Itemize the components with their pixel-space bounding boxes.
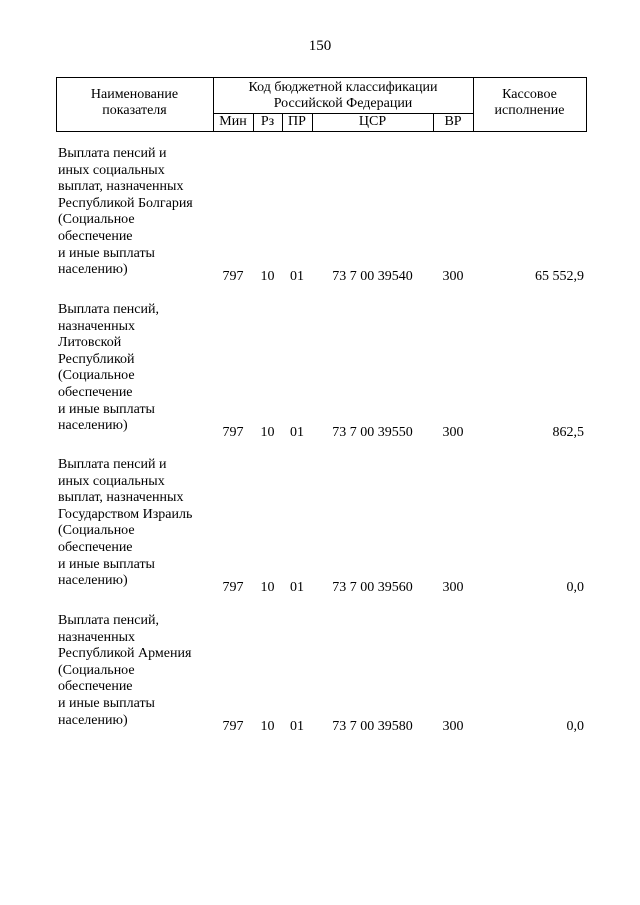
header-bottom-border xyxy=(56,131,587,132)
cell-min: 797 xyxy=(222,580,244,595)
subheader-pr: ПР xyxy=(288,114,306,129)
subheader-min: Мин xyxy=(219,114,247,129)
row-name: Выплата пенсий и иных социальных выплат, назначенных Республикой Болгария (Социальное обеспечение и иные выплаты населению) xyxy=(58,146,193,278)
cell-pr: 01 xyxy=(290,269,304,284)
cell-min: 797 xyxy=(222,719,244,734)
cell-min: 797 xyxy=(222,425,244,440)
cell-vr: 300 xyxy=(442,425,464,440)
header-top-border xyxy=(56,77,587,78)
table-row xyxy=(56,613,587,735)
cell-amount: 65 552,9 xyxy=(535,269,584,284)
cell-pr: 01 xyxy=(290,580,304,595)
cell-rz: 10 xyxy=(260,719,275,734)
cell-vr: 300 xyxy=(442,719,464,734)
cell-amount: 0,0 xyxy=(566,719,584,734)
cell-min: 797 xyxy=(222,269,244,284)
cell-pr: 01 xyxy=(290,425,304,440)
page-number: 150 xyxy=(308,38,332,54)
cell-amount: 862,5 xyxy=(552,425,584,440)
row-name: Выплата пенсий, назначенных Республикой Армения (Социальное обеспечение и иные выплаты населению) xyxy=(58,613,192,728)
cell-csr: 73 7 00 39580 xyxy=(332,719,413,734)
cell-vr: 300 xyxy=(442,269,464,284)
cell-csr: 73 7 00 39540 xyxy=(332,269,413,284)
subheader-vr: ВР xyxy=(444,114,462,129)
subheader-rz: Рз xyxy=(260,114,275,129)
cell-vr: 300 xyxy=(442,580,464,595)
cell-csr: 73 7 00 39550 xyxy=(332,425,413,440)
cell-pr: 01 xyxy=(290,719,304,734)
table-row xyxy=(56,457,587,596)
table-row xyxy=(56,146,587,285)
header-right-border xyxy=(586,77,587,132)
row-name: Выплата пенсий, назначенных Литовской Республикой (Социальное обеспечение и иные выплаты населению) xyxy=(58,302,159,434)
header-name-column: Наименование показателя xyxy=(90,87,179,118)
table-header xyxy=(56,77,587,132)
cell-rz: 10 xyxy=(260,580,275,595)
cell-csr: 73 7 00 39560 xyxy=(332,580,413,595)
cell-amount: 0,0 xyxy=(566,580,584,595)
cell-rz: 10 xyxy=(260,269,275,284)
row-name: Выплата пенсий и иных социальных выплат, назначенных Государством Израиль (Социальное обеспечение и иные выплаты населению) xyxy=(58,457,193,589)
header-code-group: Код бюджетной классификации Российской Федерации xyxy=(248,80,438,111)
subheader-csr: ЦСР xyxy=(358,114,387,129)
header-amount-column: Кассовое исполнение xyxy=(494,87,565,118)
cell-rz: 10 xyxy=(260,425,275,440)
table-row xyxy=(56,302,587,441)
